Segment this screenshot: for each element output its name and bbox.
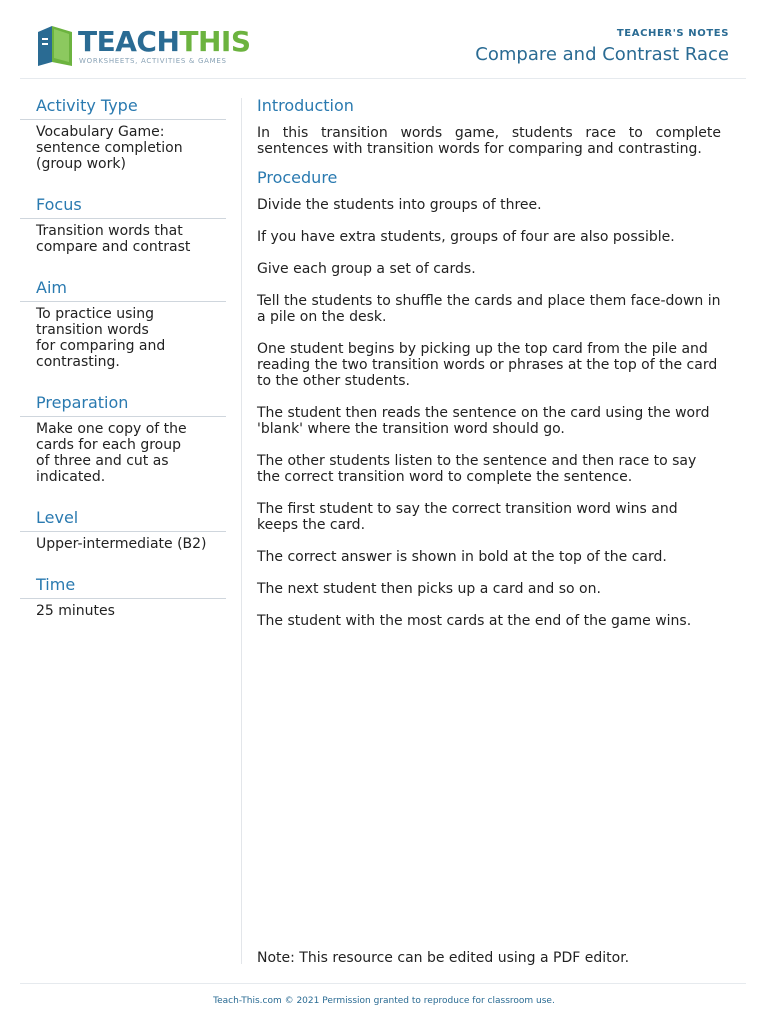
page-header [0,0,768,80]
logo-teach: TEACH [78,25,180,58]
pdf-editor-note: Note: This resource can be edited using a PDF editor. [257,950,630,966]
procedure-step: Give each group a set of cards. [257,261,476,277]
sidebar-heading: Focus [20,194,226,219]
procedure-step: The correct answer is shown in bold at the top of the card. [257,549,667,565]
procedure-step: The next student then picks up a card and so on. [257,581,601,597]
sidebar-text: Upper-intermediate (B2) [36,536,207,552]
sidebar-activity-type [20,95,226,172]
column-divider [241,98,242,964]
logo-this: THIS [179,25,251,58]
introduction-text: In this transition words game, students race to complete sentences with transition words for comparing and contrasting. [257,125,721,157]
sidebar [20,95,226,641]
introduction-heading: Introduction [257,96,354,115]
procedure-step: The first student to say the correct transition word wins and keeps the card. [257,501,678,533]
sidebar-heading: Activity Type [20,95,226,120]
footer-copyright: Teach-This.com © 2021 Permission granted to reproduce for classroom use. [213,996,555,1006]
teachers-notes-label: TEACHER'S NOTES [616,28,729,39]
sidebar-level [20,507,226,552]
procedure-step: The other students listen to the sentence and then race to say the correct transition word to complete the sentence. [257,453,697,485]
procedure-step: Divide the students into groups of three. [257,197,542,213]
sidebar-aim [20,277,226,370]
sidebar-heading: Aim [20,277,226,302]
logo-tagline: WORKSHEETS, ACTIVITIES & GAMES [79,57,227,65]
main-content [257,95,721,645]
sidebar-text: Transition words that compare and contrast [36,223,191,255]
header-divider [20,78,746,79]
sidebar-text: 25 minutes [36,603,115,619]
sidebar-text: To practice using transition words for comparing and contrasting. [36,306,166,370]
procedure-step: The student then reads the sentence on the card using the word 'blank' where the transition word should go. [257,405,710,437]
procedure-step: Tell the students to shuffle the cards and place them face-down in a pile on the desk. [257,293,721,325]
sidebar-heading: Preparation [20,392,226,417]
sidebar-preparation [20,392,226,485]
sidebar-heading: Level [20,507,226,532]
sidebar-text: Make one copy of the cards for each group of three and cut as indicated. [36,421,187,485]
procedure-step: If you have extra students, groups of four are also possible. [257,229,675,245]
page-title: Compare and Contrast Race [475,44,729,65]
teach-this-logo [36,24,251,70]
logo-wordmark [78,24,251,60]
book-icon [36,24,76,68]
footer-divider [20,983,746,984]
sidebar-time [20,574,226,619]
sidebar-heading: Time [20,574,226,599]
sidebar-focus [20,194,226,255]
sidebar-text: Vocabulary Game: sentence completion (group work) [36,124,183,172]
procedure-step: The student with the most cards at the end of the game wins. [257,613,692,629]
procedure-step: One student begins by picking up the top card from the pile and reading the two transition words or phrases at the top of the card to the other students. [257,341,718,389]
procedure-heading: Procedure [257,168,338,187]
